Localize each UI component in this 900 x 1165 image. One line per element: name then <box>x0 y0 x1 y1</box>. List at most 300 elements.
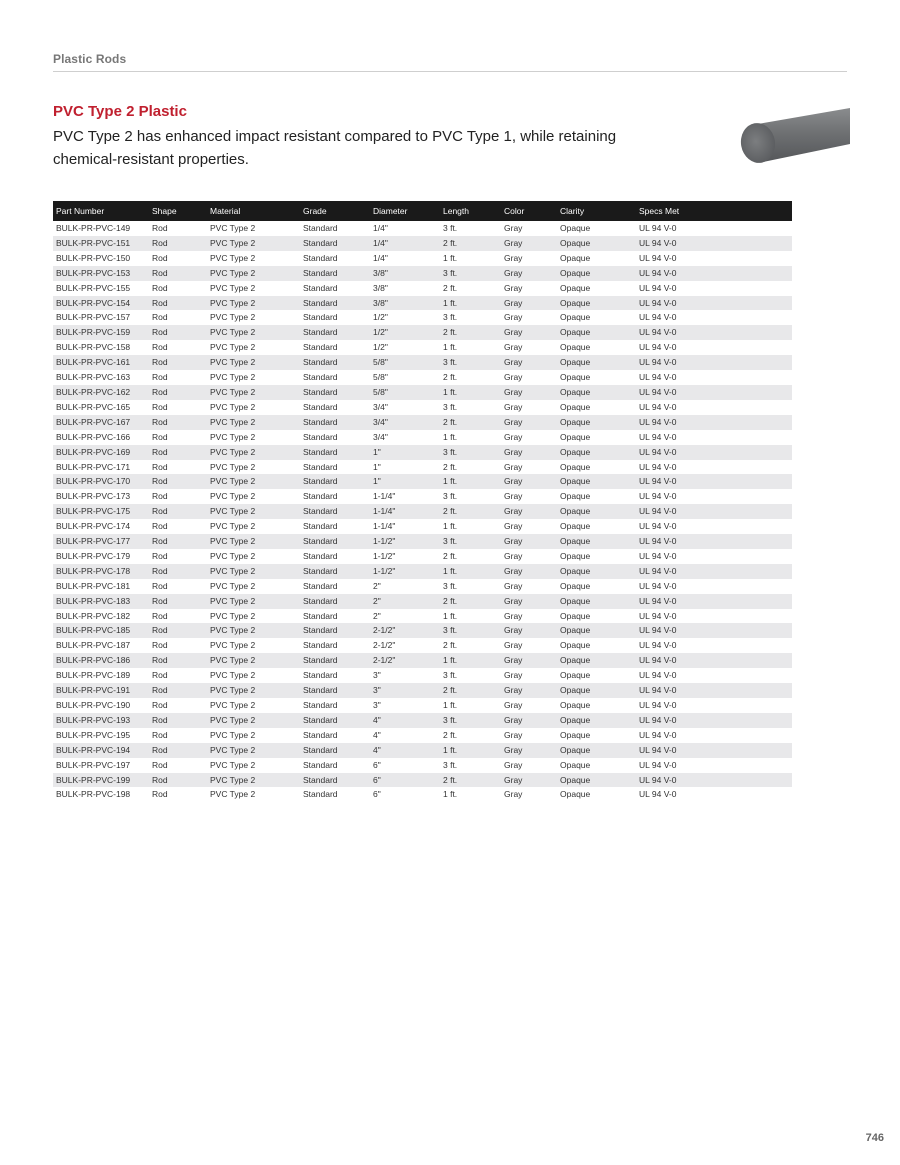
table-cell: Opaque <box>560 714 591 725</box>
table-row <box>53 683 792 698</box>
table-cell: UL 94 V-0 <box>639 416 677 427</box>
table-cell: 3 ft. <box>443 670 458 681</box>
table-cell: UL 94 V-0 <box>639 700 677 710</box>
table-cell: BULK-PR-PVC-189 <box>56 670 131 681</box>
table-cell: Gray <box>504 476 523 487</box>
table-cell: Opaque <box>560 729 591 740</box>
table-cell: 2-1/2" <box>373 655 396 666</box>
table-cell: 1 ft. <box>443 297 458 308</box>
table-cell: 3 ft. <box>443 714 458 725</box>
table-cell: 3/8" <box>373 267 388 278</box>
table-cell: Opaque <box>560 401 591 412</box>
table-cell: Opaque <box>560 625 591 636</box>
table-cell: Standard <box>303 401 338 412</box>
table-cell: 3 ft. <box>443 491 458 502</box>
table-cell: Rod <box>152 536 168 547</box>
table-cell: 1" <box>373 461 381 472</box>
table-cell: PVC Type 2 <box>210 506 256 517</box>
table-cell: 3 ft. <box>443 357 458 368</box>
table-cell: 3/4" <box>373 416 388 427</box>
table-row <box>53 519 792 534</box>
table-cell: BULK-PR-PVC-155 <box>56 282 131 293</box>
table-cell: 1/2" <box>373 327 388 338</box>
table-cell: Opaque <box>560 640 591 651</box>
table-cell: 1 ft. <box>443 700 458 710</box>
table-cell: Rod <box>152 729 168 740</box>
table-cell: 1-1/4" <box>373 506 396 517</box>
table-cell: Gray <box>504 521 523 532</box>
table-cell: PVC Type 2 <box>210 729 256 740</box>
table-cell: Standard <box>303 565 338 576</box>
section-divider <box>53 71 847 72</box>
table-cell: UL 94 V-0 <box>639 521 677 532</box>
table-cell: 5/8" <box>373 372 388 383</box>
table-row <box>53 534 792 549</box>
table-cell: Standard <box>303 431 338 442</box>
table-cell: UL 94 V-0 <box>639 744 677 755</box>
column-header: Color <box>504 206 525 216</box>
table-cell: Rod <box>152 595 168 606</box>
table-cell: Gray <box>504 372 523 383</box>
table-cell: 3 ft. <box>443 401 458 412</box>
table-cell: BULK-PR-PVC-185 <box>56 625 131 636</box>
table-row <box>53 385 792 400</box>
table-cell: Rod <box>152 789 168 800</box>
table-cell: 1 ft. <box>443 252 458 263</box>
table-cell: Rod <box>152 372 168 383</box>
table-cell: Opaque <box>560 223 591 233</box>
table-cell: 5/8" <box>373 357 388 368</box>
table-cell: BULK-PR-PVC-194 <box>56 744 131 755</box>
table-cell: BULK-PR-PVC-174 <box>56 521 131 532</box>
table-cell: BULK-PR-PVC-190 <box>56 700 131 710</box>
table-cell: Gray <box>504 729 523 740</box>
table-cell: BULK-PR-PVC-191 <box>56 685 131 696</box>
table-cell: BULK-PR-PVC-177 <box>56 536 131 547</box>
table-cell: PVC Type 2 <box>210 685 256 696</box>
table-cell: BULK-PR-PVC-151 <box>56 237 131 248</box>
table-cell: Gray <box>504 401 523 412</box>
table-cell: Rod <box>152 685 168 696</box>
table-cell: 1 ft. <box>443 610 458 621</box>
table-cell: Gray <box>504 297 523 308</box>
table-cell: UL 94 V-0 <box>639 446 677 457</box>
table-cell: Gray <box>504 610 523 621</box>
table-row <box>53 340 792 355</box>
table-cell: Gray <box>504 580 523 591</box>
table-cell: Standard <box>303 357 338 368</box>
table-cell: Opaque <box>560 685 591 696</box>
table-row <box>53 594 792 609</box>
table-cell: PVC Type 2 <box>210 446 256 457</box>
table-cell: 2 ft. <box>443 729 458 740</box>
table-row <box>53 474 792 489</box>
table-cell: Standard <box>303 252 338 263</box>
table-cell: Rod <box>152 506 168 517</box>
table-cell: Gray <box>504 536 523 547</box>
table-cell: 2-1/2" <box>373 640 396 651</box>
table-cell: 3 ft. <box>443 267 458 278</box>
table-cell: BULK-PR-PVC-182 <box>56 610 131 621</box>
table-cell: Rod <box>152 342 168 353</box>
table-cell: UL 94 V-0 <box>639 357 677 368</box>
table-cell: Standard <box>303 327 338 338</box>
table-cell: Gray <box>504 491 523 502</box>
table-cell: Gray <box>504 237 523 248</box>
table-cell: BULK-PR-PVC-193 <box>56 714 131 725</box>
table-cell: PVC Type 2 <box>210 357 256 368</box>
table-cell: Opaque <box>560 252 591 263</box>
table-cell: Opaque <box>560 759 591 770</box>
table-cell: Rod <box>152 565 168 576</box>
table-cell: 2 ft. <box>443 416 458 427</box>
table-cell: PVC Type 2 <box>210 327 256 338</box>
table-cell: BULK-PR-PVC-181 <box>56 580 131 591</box>
table-cell: Gray <box>504 446 523 457</box>
table-cell: PVC Type 2 <box>210 476 256 487</box>
table-cell: PVC Type 2 <box>210 774 256 785</box>
table-cell: Rod <box>152 401 168 412</box>
table-cell: PVC Type 2 <box>210 431 256 442</box>
table-cell: BULK-PR-PVC-179 <box>56 550 131 561</box>
table-cell: Gray <box>504 327 523 338</box>
table-cell: BULK-PR-PVC-167 <box>56 416 131 427</box>
table-cell: Rod <box>152 655 168 666</box>
table-cell: Rod <box>152 252 168 263</box>
table-row <box>53 430 792 445</box>
table-cell: Opaque <box>560 744 591 755</box>
table-cell: Rod <box>152 416 168 427</box>
table-cell: UL 94 V-0 <box>639 506 677 517</box>
table-cell: UL 94 V-0 <box>639 536 677 547</box>
table-cell: Standard <box>303 670 338 681</box>
table-cell: Standard <box>303 416 338 427</box>
table-cell: PVC Type 2 <box>210 252 256 263</box>
table-cell: 1/4" <box>373 252 388 263</box>
table-cell: Rod <box>152 774 168 785</box>
table-cell: 2" <box>373 610 381 621</box>
table-cell: Opaque <box>560 386 591 397</box>
section-header: Plastic Rods <box>53 52 127 66</box>
table-cell: Standard <box>303 714 338 725</box>
table-cell: UL 94 V-0 <box>639 550 677 561</box>
table-cell: 6" <box>373 759 381 770</box>
table-cell: PVC Type 2 <box>210 550 256 561</box>
table-cell: BULK-PR-PVC-178 <box>56 565 131 576</box>
table-cell: 1-1/2" <box>373 565 396 576</box>
table-row <box>53 281 792 296</box>
table-cell: 1-1/4" <box>373 491 396 502</box>
column-header: Grade <box>303 206 327 216</box>
table-cell: Gray <box>504 223 523 233</box>
table-cell: Standard <box>303 386 338 397</box>
table-cell: Opaque <box>560 372 591 383</box>
table-cell: UL 94 V-0 <box>639 282 677 293</box>
table-cell: BULK-PR-PVC-166 <box>56 431 131 442</box>
table-cell: Gray <box>504 312 523 323</box>
column-header: Material <box>210 206 241 216</box>
table-cell: Gray <box>504 550 523 561</box>
table-cell: PVC Type 2 <box>210 237 256 248</box>
table-cell: Standard <box>303 595 338 606</box>
table-cell: Opaque <box>560 237 591 248</box>
table-cell: Standard <box>303 700 338 710</box>
table-cell: UL 94 V-0 <box>639 580 677 591</box>
table-cell: Standard <box>303 372 338 383</box>
table-cell: Rod <box>152 640 168 651</box>
table-cell: 2 ft. <box>443 327 458 338</box>
table-cell: UL 94 V-0 <box>639 461 677 472</box>
table-cell: Opaque <box>560 327 591 338</box>
table-cell: Rod <box>152 580 168 591</box>
table-cell: Opaque <box>560 282 591 293</box>
table-cell: 1 ft. <box>443 386 458 397</box>
table-cell: Opaque <box>560 521 591 532</box>
table-cell: BULK-PR-PVC-169 <box>56 446 131 457</box>
table-row <box>53 668 792 683</box>
table-cell: UL 94 V-0 <box>639 401 677 412</box>
table-cell: PVC Type 2 <box>210 282 256 293</box>
table-cell: 3" <box>373 700 381 710</box>
table-cell: Rod <box>152 744 168 755</box>
table-cell: Standard <box>303 282 338 293</box>
table-cell: 3/8" <box>373 297 388 308</box>
column-header: Length <box>443 206 469 216</box>
table-cell: BULK-PR-PVC-170 <box>56 476 131 487</box>
table-cell: Gray <box>504 342 523 353</box>
column-header: Shape <box>152 206 177 216</box>
table-cell: PVC Type 2 <box>210 267 256 278</box>
table-cell: Opaque <box>560 655 591 666</box>
table-cell: PVC Type 2 <box>210 610 256 621</box>
table-cell: Rod <box>152 357 168 368</box>
table-cell: 1/2" <box>373 312 388 323</box>
table-cell: 1 ft. <box>443 476 458 487</box>
table-cell: Rod <box>152 267 168 278</box>
table-cell: BULK-PR-PVC-197 <box>56 759 131 770</box>
table-cell: PVC Type 2 <box>210 580 256 591</box>
table-cell: Standard <box>303 774 338 785</box>
table-cell: Standard <box>303 342 338 353</box>
table-cell: Gray <box>504 700 523 710</box>
table-cell: UL 94 V-0 <box>639 729 677 740</box>
table-cell: 2 ft. <box>443 550 458 561</box>
table-header <box>53 201 792 221</box>
table-row <box>53 698 792 713</box>
table-cell: PVC Type 2 <box>210 655 256 666</box>
table-cell: Rod <box>152 550 168 561</box>
table-cell: Opaque <box>560 312 591 323</box>
table-cell: 6" <box>373 789 381 800</box>
table-cell: Gray <box>504 461 523 472</box>
table-row <box>53 460 792 475</box>
table-cell: Rod <box>152 625 168 636</box>
table-cell: 2 ft. <box>443 461 458 472</box>
table-cell: UL 94 V-0 <box>639 774 677 785</box>
table-cell: Standard <box>303 580 338 591</box>
table-cell: BULK-PR-PVC-159 <box>56 327 131 338</box>
table-cell: 1 ft. <box>443 744 458 755</box>
table-cell: UL 94 V-0 <box>639 223 677 233</box>
table-row <box>53 504 792 519</box>
table-cell: Standard <box>303 461 338 472</box>
table-cell: UL 94 V-0 <box>639 327 677 338</box>
table-cell: Standard <box>303 476 338 487</box>
table-row <box>53 638 792 653</box>
table-cell: BULK-PR-PVC-149 <box>56 223 131 233</box>
table-cell: Rod <box>152 446 168 457</box>
table-cell: Gray <box>504 431 523 442</box>
table-cell: UL 94 V-0 <box>639 655 677 666</box>
table-cell: 3 ft. <box>443 580 458 591</box>
table-cell: Opaque <box>560 610 591 621</box>
table-cell: UL 94 V-0 <box>639 312 677 323</box>
table-cell: 2 ft. <box>443 282 458 293</box>
table-cell: PVC Type 2 <box>210 700 256 710</box>
table-cell: 1 ft. <box>443 565 458 576</box>
table-cell: PVC Type 2 <box>210 536 256 547</box>
table-cell: BULK-PR-PVC-183 <box>56 595 131 606</box>
table-cell: 4" <box>373 729 381 740</box>
table-cell: BULK-PR-PVC-157 <box>56 312 131 323</box>
table-cell: 1 ft. <box>443 789 458 800</box>
table-row <box>53 310 792 325</box>
table-cell: 1 ft. <box>443 655 458 666</box>
table-cell: Gray <box>504 759 523 770</box>
table-cell: PVC Type 2 <box>210 491 256 502</box>
table-cell: 3 ft. <box>443 625 458 636</box>
column-header: Diameter <box>373 206 408 216</box>
table-row <box>53 758 792 773</box>
table-cell: Rod <box>152 714 168 725</box>
table-cell: Rod <box>152 521 168 532</box>
table-cell: Gray <box>504 670 523 681</box>
table-cell: Standard <box>303 550 338 561</box>
table-row <box>53 713 792 728</box>
table-cell: Opaque <box>560 700 591 710</box>
table-row <box>53 564 792 579</box>
table-cell: 3 ft. <box>443 446 458 457</box>
product-title: PVC Type 2 Plastic <box>53 103 187 120</box>
table-cell: Standard <box>303 267 338 278</box>
table-cell: 3" <box>373 685 381 696</box>
table-cell: Standard <box>303 685 338 696</box>
table-cell: UL 94 V-0 <box>639 252 677 263</box>
table-cell: Standard <box>303 223 338 233</box>
table-cell: BULK-PR-PVC-153 <box>56 267 131 278</box>
table-row <box>53 400 792 415</box>
table-cell: UL 94 V-0 <box>639 640 677 651</box>
table-cell: 1 ft. <box>443 431 458 442</box>
table-cell: PVC Type 2 <box>210 223 256 233</box>
table-cell: BULK-PR-PVC-198 <box>56 789 131 800</box>
table-cell: PVC Type 2 <box>210 461 256 472</box>
page-number: 746 <box>865 1132 884 1144</box>
table-cell: Gray <box>504 625 523 636</box>
table-cell: Rod <box>152 297 168 308</box>
table-cell: PVC Type 2 <box>210 789 256 800</box>
table-cell: Opaque <box>560 580 591 591</box>
table-cell: Standard <box>303 312 338 323</box>
table-cell: Standard <box>303 729 338 740</box>
table-row <box>53 370 792 385</box>
table-cell: BULK-PR-PVC-175 <box>56 506 131 517</box>
table-row <box>53 266 792 281</box>
table-cell: UL 94 V-0 <box>639 789 677 800</box>
specs-table <box>53 201 792 802</box>
table-cell: 3 ft. <box>443 312 458 323</box>
table-row <box>53 728 792 743</box>
table-cell: Gray <box>504 640 523 651</box>
table-cell: PVC Type 2 <box>210 372 256 383</box>
table-row <box>53 579 792 594</box>
table-cell: Rod <box>152 759 168 770</box>
table-cell: Gray <box>504 506 523 517</box>
table-cell: UL 94 V-0 <box>639 685 677 696</box>
table-cell: PVC Type 2 <box>210 297 256 308</box>
table-cell: BULK-PR-PVC-186 <box>56 655 131 666</box>
table-cell: UL 94 V-0 <box>639 491 677 502</box>
table-cell: Opaque <box>560 774 591 785</box>
table-row <box>53 489 792 504</box>
table-cell: UL 94 V-0 <box>639 267 677 278</box>
table-cell: Rod <box>152 431 168 442</box>
table-cell: PVC Type 2 <box>210 416 256 427</box>
table-cell: 2 ft. <box>443 685 458 696</box>
table-row <box>53 355 792 370</box>
gray-rod-image <box>738 104 850 170</box>
table-cell: Standard <box>303 297 338 308</box>
table-cell: PVC Type 2 <box>210 342 256 353</box>
table-cell: 2 ft. <box>443 595 458 606</box>
table-cell: Gray <box>504 267 523 278</box>
table-row <box>53 609 792 624</box>
table-cell: PVC Type 2 <box>210 744 256 755</box>
table-cell: Opaque <box>560 789 591 800</box>
table-cell: BULK-PR-PVC-162 <box>56 386 131 397</box>
table-cell: Opaque <box>560 565 591 576</box>
table-cell: Rod <box>152 670 168 681</box>
table-cell: 1-1/2" <box>373 550 396 561</box>
product-description: PVC Type 2 has enhanced impact resistant compared to PVC Type 1, while retaining chemical-resistant properties. <box>53 128 617 168</box>
table-cell: 3" <box>373 670 381 681</box>
table-cell: 2 ft. <box>443 774 458 785</box>
table-row <box>53 743 792 758</box>
table-cell: Gray <box>504 744 523 755</box>
table-row <box>53 787 792 802</box>
table-cell: 1/4" <box>373 223 388 233</box>
table-cell: Opaque <box>560 431 591 442</box>
table-cell: 1-1/4" <box>373 521 396 532</box>
table-cell: 4" <box>373 744 381 755</box>
table-cell: Standard <box>303 491 338 502</box>
table-cell: 1/4" <box>373 237 388 248</box>
table-cell: Standard <box>303 640 338 651</box>
table-cell: BULK-PR-PVC-150 <box>56 252 131 263</box>
table-cell: 2" <box>373 595 381 606</box>
table-cell: 2 ft. <box>443 640 458 651</box>
table-cell: UL 94 V-0 <box>639 342 677 353</box>
table-cell: UL 94 V-0 <box>639 372 677 383</box>
table-cell: 3 ft. <box>443 759 458 770</box>
table-body <box>53 221 792 802</box>
table-cell: 3/4" <box>373 431 388 442</box>
table-cell: Opaque <box>560 267 591 278</box>
table-cell: Standard <box>303 610 338 621</box>
table-cell: UL 94 V-0 <box>639 386 677 397</box>
table-cell: Gray <box>504 685 523 696</box>
table-cell: BULK-PR-PVC-199 <box>56 774 131 785</box>
